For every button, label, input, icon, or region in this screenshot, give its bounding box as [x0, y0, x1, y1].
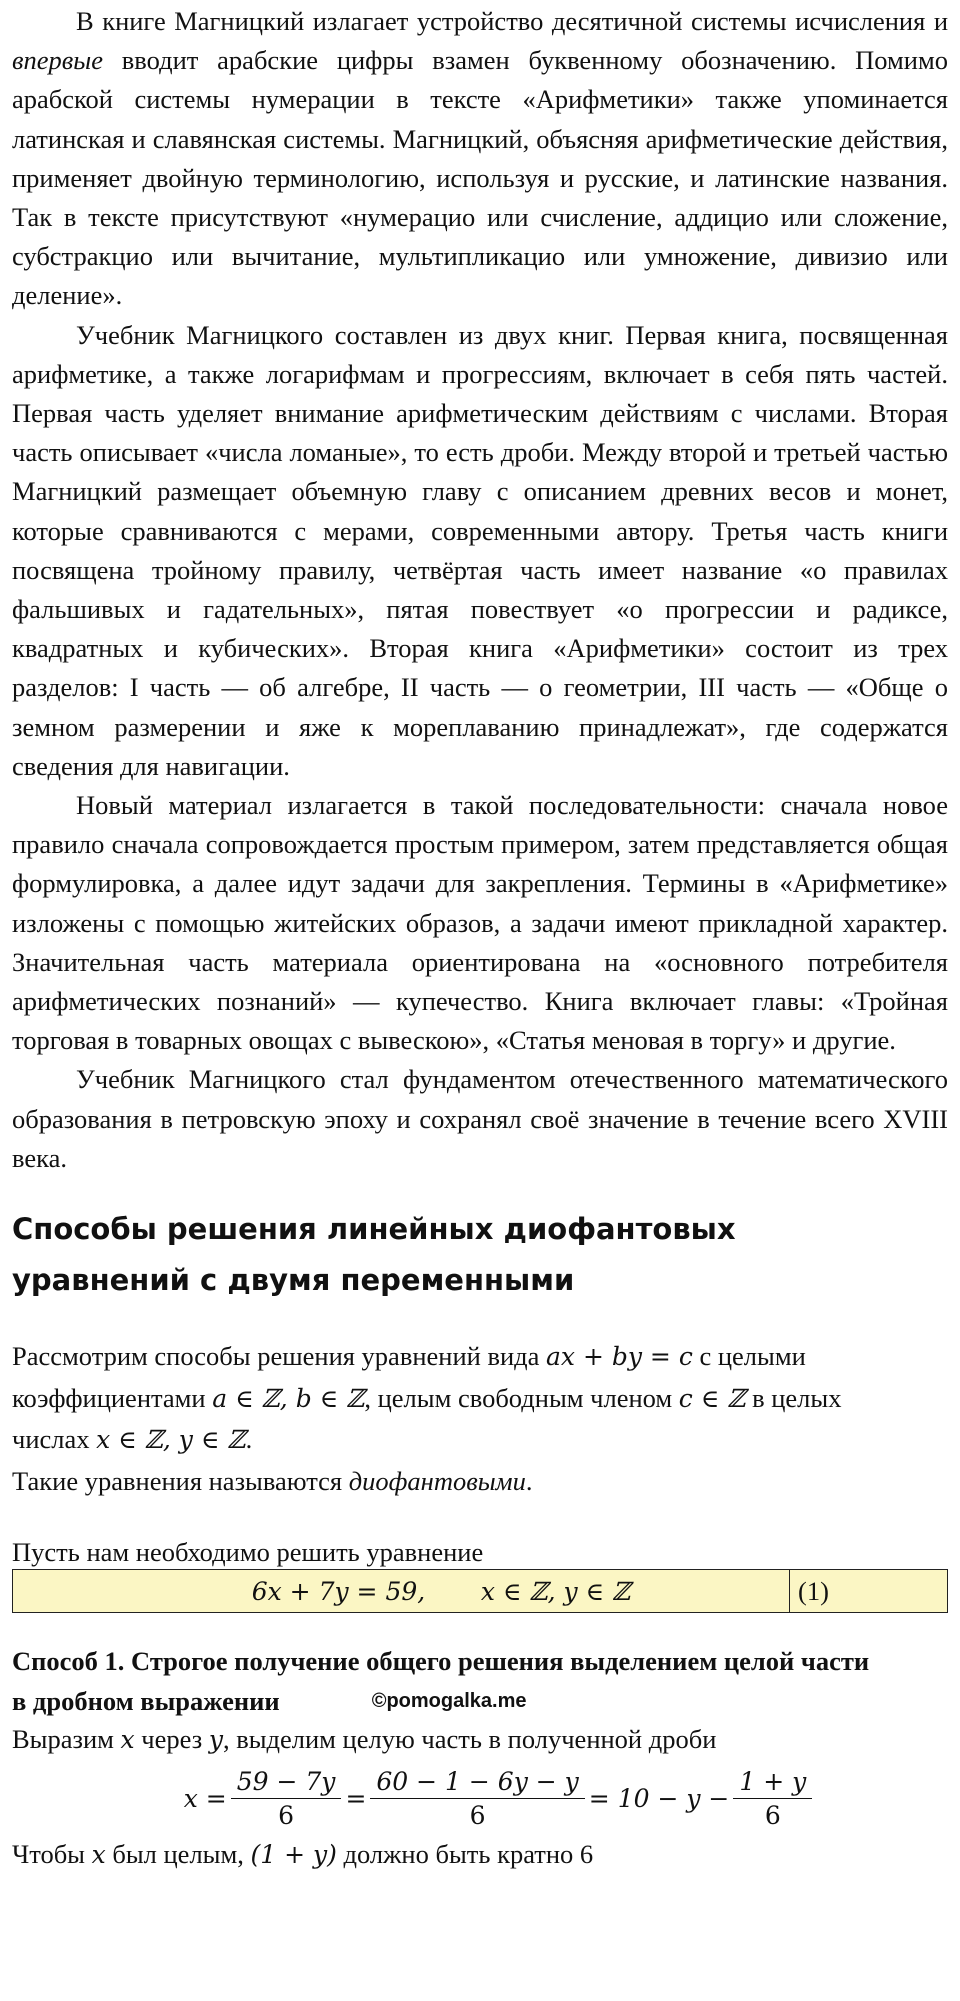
math-variable: x [120, 1725, 135, 1755]
emphasis-text: диофантовыми [348, 1465, 526, 1496]
document-page [12, 0, 948, 1871]
intro-text: . [525, 1465, 533, 1496]
math-expression: x ∈ ℤ, y ∈ ℤ [96, 1425, 246, 1455]
fraction-denominator: 6 [278, 1800, 295, 1830]
intro-line-4 [12, 1461, 948, 1502]
fraction-numerator: 60 − 1 − 6y − y [370, 1767, 584, 1799]
math-variable: x [91, 1840, 106, 1870]
section-heading [12, 1178, 948, 1306]
method-text: Выразим [12, 1724, 121, 1755]
formula-middle: = 10 − y − [588, 1783, 730, 1813]
method-text: через [134, 1724, 209, 1755]
fraction-formula [12, 1758, 948, 1838]
method-title-line-1: Способ 1. Строгое получение общего решения выделением целой части [12, 1646, 870, 1677]
method-line-1 [12, 1721, 948, 1758]
intro-block [12, 1306, 948, 1501]
fraction-denominator: 6 [764, 1800, 781, 1830]
intro-text: Такие уравнения называются [12, 1465, 349, 1496]
math-expression: ax + by = c [546, 1342, 693, 1372]
intro-text: Рассмотрим способы решения уравнений вида [12, 1341, 547, 1372]
math-expression: a ∈ ℤ, b ∈ ℤ [212, 1383, 365, 1413]
method-title-line-2-row [12, 1681, 948, 1721]
method-text: Чтобы [12, 1839, 92, 1870]
formula-lhs: x = [183, 1783, 227, 1813]
fraction-numerator: 59 − 7y [231, 1767, 342, 1799]
paragraph-4: Учебник Магницкого стал фундаментом отечественного математического образования в петровскую эпоху и сохранял своё значение в течение всего XVIII века. [12, 1064, 948, 1173]
intro-text: с целыми [692, 1341, 806, 1372]
equation-number: (1) [789, 1570, 947, 1612]
paragraph-text: вводит арабские цифры взамен буквенному обозначению. Помимо арабской системы нумерации в тексте «Арифметики» также упоминается латинская и славянская системы. Магницкий, объясняя арифметические действия, применяет двойную терминологию, используя и русские, и латинские названия. Так в тексте присутствуют «нумерацио или счисление, аддицио или сложение, субстракцио или вычитание, мультипликацио или умножение, дивизио или деление». [12, 45, 948, 311]
intro-line-2 [12, 1378, 948, 1420]
intro-text: . [245, 1424, 253, 1455]
fraction-2 [370, 1767, 584, 1830]
emphasis-text: впервые [12, 45, 103, 76]
equation-block [12, 1501, 948, 1613]
math-variable: y [208, 1725, 223, 1755]
equation-lead: Пусть нам необходимо решить уравнение [12, 1537, 484, 1568]
equals-sign: = [345, 1783, 367, 1813]
paragraph-text: В книге Магницкий излагает устройство десятичной системы исчисления и [76, 6, 948, 36]
method-line-last [12, 1838, 948, 1871]
fraction-1 [231, 1767, 342, 1830]
intro-line-3 [12, 1419, 948, 1461]
method-title-line-2: в дробном выражении [12, 1686, 280, 1717]
method-text: , выделим целую часть в полученной дроби [222, 1724, 717, 1755]
equation-box [12, 1569, 948, 1613]
math-expression: (1 + y) [250, 1840, 337, 1870]
heading-line-1: Способы решения линейных диофантовых [12, 1212, 736, 1247]
watermark: ©pomogalka.me [371, 1690, 527, 1713]
equation-formula: 6x + 7y = 59, x ∈ ℤ, y ∈ ℤ [251, 1576, 631, 1606]
paragraph-1 [12, 0, 948, 316]
paragraph-2: Учебник Магницкого составлен из двух книг. Первая книга, посвященная арифметике, а также логарифмам и прогрессиям, включает в себя пять частей. Первая часть уделяет внимание арифметическим действиям с числами. Вторая часть описывает «числа ломаные», то есть дроби. Между второй и третьей частью Магницкий размещает объемную главу с описанием древних весов и монет, которые сравниваются с мерами, современными автору. Третья часть книги посвящена тройному правилу, четвёртая часть имеет название «о правилах фальшивых и гадательных», пятая повествует «о прогрессии и радиксе, квадратных и кубических». Вторая книга «Арифметики» состоит из трех разделов: I часть — об алгебре, II часть — о геометрии, III часть — «Обще о земном размерении и яже к мореплаванию принадлежат», где содержатся сведения для навигации. [12, 319, 948, 781]
method-1-block [12, 1613, 948, 1871]
intro-text: числах [12, 1424, 97, 1455]
intro-text: , целым свободным членом [364, 1382, 679, 1413]
paragraph-3: Новый материал излагается в такой последовательности: сначала новое правило сначала сопровождается простым примером, затем представляется общая формулировка, а далее идут задачи для закрепления. Термины в «Арифметике» изложены с помощью житейских образов, а задачи имеют прикладной характер. Значительная часть материала ориентирована на «основного потребителя арифметических познаний» — купечество. Книга включает главы: «Тройная торговая в товарных овощах с вывескою», «Статья меновая в торгу» и другие. [12, 790, 948, 1056]
method-text: был целым, [105, 1839, 251, 1870]
method-text: должно быть кратно 6 [336, 1839, 594, 1870]
math-expression: c ∈ ℤ [678, 1383, 746, 1413]
fraction-denominator: 6 [469, 1800, 486, 1830]
heading-line-2: уравнений с двумя переменными [12, 1263, 575, 1298]
intro-line-1 [12, 1336, 948, 1378]
intro-text: в целых [745, 1382, 842, 1413]
fraction-3 [733, 1767, 812, 1830]
fraction-numerator: 1 + y [733, 1767, 812, 1799]
intro-text: коэффициентами [12, 1382, 213, 1413]
